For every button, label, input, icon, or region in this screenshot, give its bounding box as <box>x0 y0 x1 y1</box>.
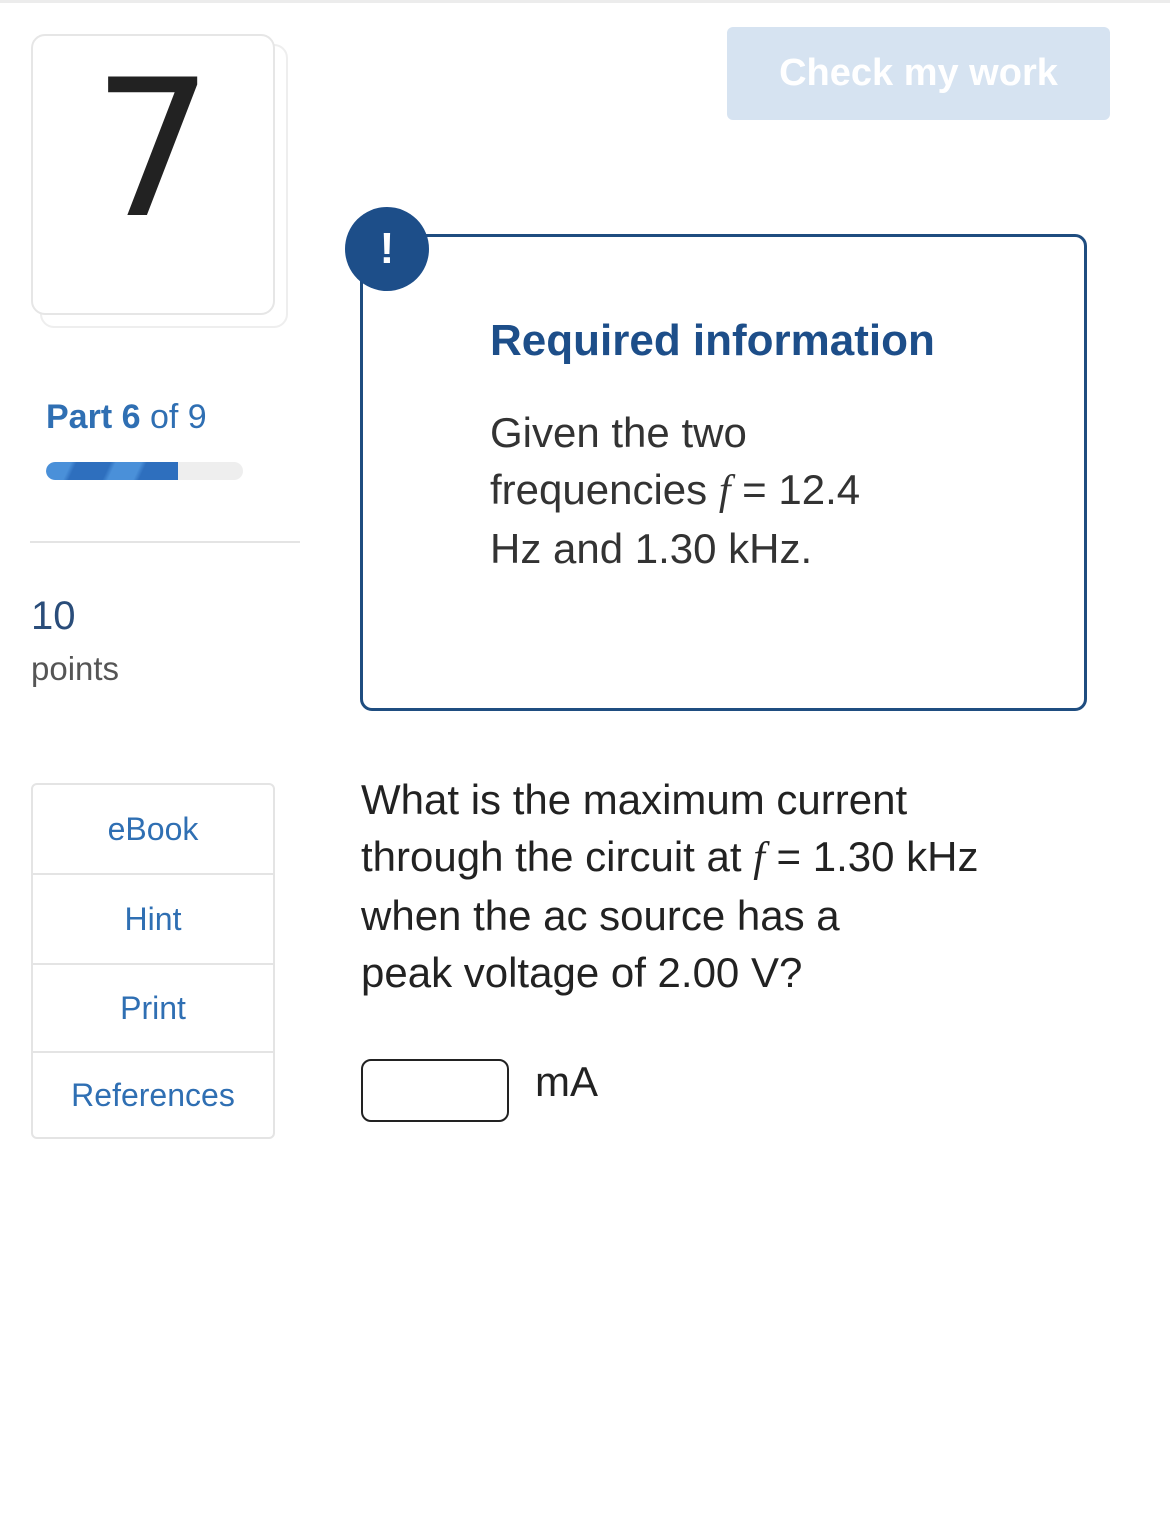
part-progress-fill <box>46 462 178 480</box>
answer-input[interactable] <box>361 1059 509 1122</box>
question-prompt <box>361 771 1081 1001</box>
variable-f: f <box>718 468 731 514</box>
references-link[interactable]: References <box>71 1076 235 1113</box>
points-label: points <box>31 650 120 687</box>
part-indicator <box>46 398 207 437</box>
required-info-line: Hz and 1.30 kHz. <box>490 525 813 572</box>
question-number: 7 <box>92 38 214 260</box>
prompt-line: What is the maximum current <box>361 776 908 823</box>
print-link[interactable]: Print <box>33 965 273 1053</box>
variable-f: f <box>753 835 765 881</box>
required-info-title: Required information <box>490 316 935 365</box>
text-span: = 12.4 <box>730 466 861 513</box>
required-info-line: Given the two <box>490 409 747 456</box>
part-word: Part <box>46 398 113 436</box>
top-divider <box>0 0 1170 3</box>
required-info-line <box>490 461 910 520</box>
hint-link[interactable]: Hint <box>33 875 273 965</box>
text-span: through the circuit at <box>361 833 754 880</box>
required-info-text <box>490 404 910 577</box>
check-my-work-button[interactable]: Check my work <box>727 27 1110 120</box>
question-number-card <box>31 34 275 315</box>
text-span: frequencies <box>490 466 719 513</box>
alert-icon: ! <box>345 207 429 291</box>
prompt-line <box>361 828 1081 887</box>
part-total: of 9 <box>149 398 207 436</box>
text-span: = 1.30 kHz <box>764 833 979 880</box>
part-current: 6 <box>121 398 141 436</box>
tools-panel <box>31 783 275 1139</box>
prompt-line: when the ac source has a <box>361 892 840 939</box>
points-value: 10 <box>31 594 76 638</box>
part-progress-bar <box>46 462 243 480</box>
prompt-line: peak voltage of 2.00 V? <box>361 949 803 996</box>
answer-unit: mA <box>535 1058 598 1105</box>
sidebar-divider <box>30 541 300 543</box>
ebook-link[interactable]: eBook <box>33 785 273 875</box>
